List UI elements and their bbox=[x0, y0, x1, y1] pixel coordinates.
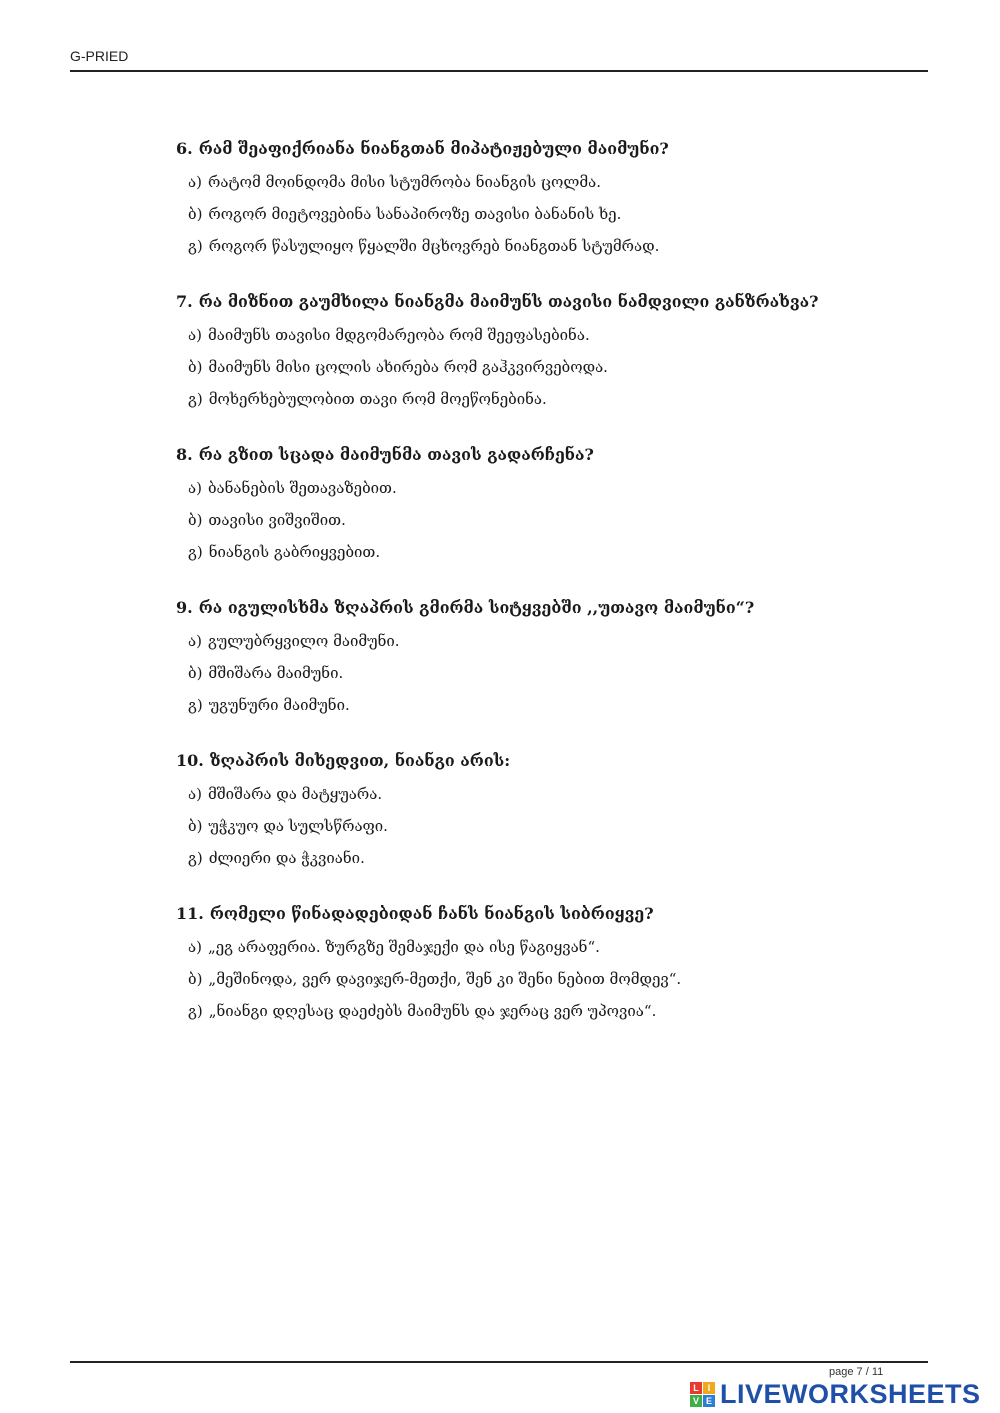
option-text: მოხერხებულობით თავი რომ მოეწონებინა. bbox=[208, 390, 547, 408]
footer-divider bbox=[70, 1361, 928, 1363]
question-text bbox=[176, 750, 896, 772]
question-6 bbox=[176, 138, 896, 257]
question-number: 6. bbox=[176, 139, 193, 158]
answer-option[interactable] bbox=[188, 695, 896, 716]
option-letter: ბ) bbox=[188, 970, 203, 988]
logo-mark-icon bbox=[690, 1382, 715, 1407]
option-letter: ა) bbox=[188, 173, 202, 191]
question-text bbox=[176, 138, 896, 160]
option-text: თავისი ვიშვიშით. bbox=[208, 511, 346, 529]
answer-option[interactable] bbox=[188, 631, 896, 652]
answer-option[interactable] bbox=[188, 969, 896, 990]
option-letter: ა) bbox=[188, 938, 202, 956]
answer-option[interactable] bbox=[188, 389, 896, 410]
option-letter: ბ) bbox=[188, 817, 203, 835]
option-text: „მეშინოდა, ვერ დავიჯერ-მეთქი, შენ კი შენი ნებით მომდევ“. bbox=[208, 970, 682, 988]
question-label: რა გზით სცადა მაიმუნმა თავის გადარჩენა? bbox=[198, 445, 594, 464]
question-number: 9. bbox=[176, 598, 193, 617]
option-letter: ა) bbox=[188, 479, 202, 497]
option-text: ნიანგის გაბრიყვებით. bbox=[208, 543, 381, 561]
option-text: ძლიერი და ჭკვიანი. bbox=[208, 849, 365, 867]
question-number: 10. bbox=[176, 751, 204, 770]
questions-list bbox=[176, 138, 896, 1056]
question-label: რა მიზნით გაუმხილა ნიანგმა მაიმუნს თავისი ნამდვილი განზრახვა? bbox=[198, 292, 819, 311]
option-text: ბანანების შეთავაზებით. bbox=[207, 479, 397, 497]
answer-option[interactable] bbox=[188, 1001, 896, 1022]
option-letter: ბ) bbox=[188, 205, 203, 223]
answer-option[interactable] bbox=[188, 325, 896, 346]
answer-option[interactable] bbox=[188, 478, 896, 499]
question-number: 11. bbox=[176, 904, 204, 923]
liveworksheets-logo bbox=[690, 1378, 981, 1410]
option-letter: გ) bbox=[188, 543, 203, 561]
page-number: page 7 / 11 bbox=[829, 1366, 884, 1378]
option-letter: ა) bbox=[188, 632, 202, 650]
question-8 bbox=[176, 444, 896, 563]
option-letter: ბ) bbox=[188, 664, 203, 682]
question-label: ზღაპრის მიხედვით, ნიანგი არის: bbox=[209, 751, 511, 770]
answer-option[interactable] bbox=[188, 172, 896, 193]
logo-mark-tile: L bbox=[690, 1382, 702, 1394]
option-text: როგორ წასულიყო წყალში მცხოვრებ ნიანგთან სტუმრად. bbox=[208, 237, 660, 255]
option-text: „ეგ არაფერია. ზურგზე შემაჯექი და ისე წაგიყვან“. bbox=[207, 938, 600, 956]
question-number: 7. bbox=[176, 292, 193, 311]
option-letter: ბ) bbox=[188, 358, 203, 376]
option-text: მაიმუნს თავისი მდგომარეობა რომ შეეფასებინა. bbox=[207, 326, 590, 344]
answer-option[interactable] bbox=[188, 510, 896, 531]
question-number: 8. bbox=[176, 445, 193, 464]
option-text: გულუბრყვილო მაიმუნი. bbox=[207, 632, 400, 650]
option-text: მაიმუნს მისი ცოლის ახირება რომ გაჰკვირვებოდა. bbox=[208, 358, 608, 376]
logo-wordmark: LIVEWORKSHEETS bbox=[720, 1378, 981, 1409]
option-text: მშიშარა და მატყუარა. bbox=[207, 785, 383, 803]
option-letter: გ) bbox=[188, 696, 203, 714]
question-label: რა იგულისხმა ზღაპრის გმირმა სიტყვებში ,,უთავო მაიმუნი“? bbox=[198, 598, 755, 617]
answer-option[interactable] bbox=[188, 663, 896, 684]
question-text bbox=[176, 444, 896, 466]
answer-option[interactable] bbox=[188, 816, 896, 837]
question-label: რომელი წინადადებიდან ჩანს ნიანგის სიბრიყვე? bbox=[209, 904, 654, 923]
option-letter: გ) bbox=[188, 1002, 203, 1020]
option-letter: ა) bbox=[188, 785, 202, 803]
header-label: G-PRIED bbox=[70, 48, 129, 64]
answer-option[interactable] bbox=[188, 937, 896, 958]
option-text: „ნიანგი დღესაც დაეძებს მაიმუნს და ჯერაც ვერ უპოვია“. bbox=[208, 1002, 657, 1020]
answer-option[interactable] bbox=[188, 848, 896, 869]
question-10 bbox=[176, 750, 896, 869]
logo-mark-tile: E bbox=[703, 1395, 715, 1407]
question-text bbox=[176, 291, 896, 313]
option-letter: გ) bbox=[188, 849, 203, 867]
question-9 bbox=[176, 597, 896, 716]
answer-option[interactable] bbox=[188, 236, 896, 257]
answer-option[interactable] bbox=[188, 204, 896, 225]
question-label: რამ შეაფიქრიანა ნიანგთან მიპატიჟებული მაიმუნი? bbox=[198, 139, 669, 158]
option-letter: ა) bbox=[188, 326, 202, 344]
option-letter: ბ) bbox=[188, 511, 203, 529]
option-text: რატომ მოინდომა მისი სტუმრობა ნიანგის ცოლმა. bbox=[207, 173, 602, 191]
answer-option[interactable] bbox=[188, 784, 896, 805]
question-11 bbox=[176, 903, 896, 1022]
option-text: უგუნური მაიმუნი. bbox=[208, 696, 350, 714]
question-7 bbox=[176, 291, 896, 410]
option-text: მშიშარა მაიმუნი. bbox=[208, 664, 344, 682]
question-text bbox=[176, 597, 896, 619]
header-divider bbox=[70, 70, 928, 72]
option-text: უჭკუო და სულსწრაფი. bbox=[208, 817, 388, 835]
logo-mark-tile: V bbox=[690, 1395, 702, 1407]
option-letter: გ) bbox=[188, 390, 203, 408]
question-text bbox=[176, 903, 896, 925]
answer-option[interactable] bbox=[188, 357, 896, 378]
logo-mark-tile: I bbox=[703, 1382, 715, 1394]
option-text: როგორ მიეტოვებინა სანაპიროზე თავისი ბანანის ხე. bbox=[208, 205, 622, 223]
option-letter: გ) bbox=[188, 237, 203, 255]
answer-option[interactable] bbox=[188, 542, 896, 563]
